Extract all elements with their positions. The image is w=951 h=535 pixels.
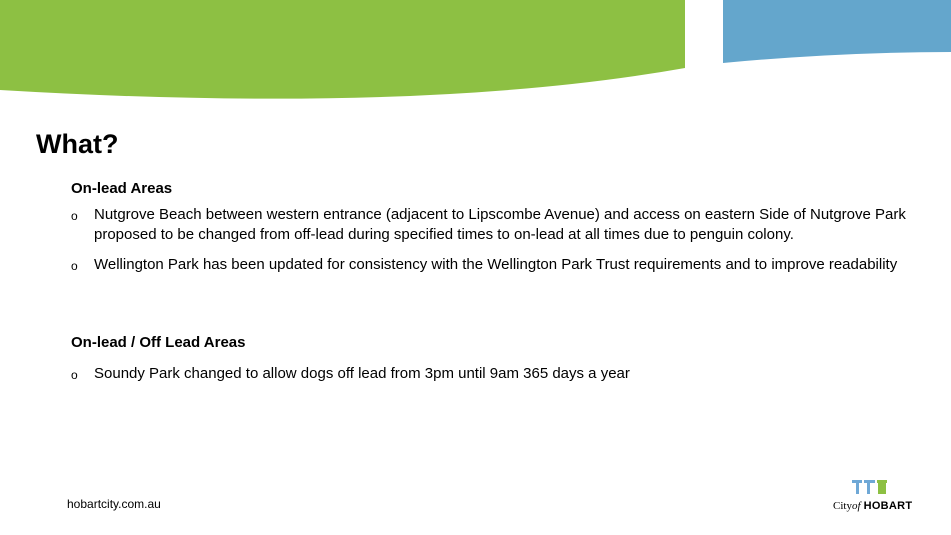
section-heading-on-lead: On-lead Areas: [71, 180, 173, 197]
section-heading-on-off-lead: On-lead / Off Lead Areas: [71, 334, 246, 351]
green-banner-shape: [0, 0, 685, 99]
hobart-logo-icon: [852, 480, 888, 496]
footer-url: hobartcity.com.au: [67, 497, 161, 511]
bullet-icon: o: [71, 209, 78, 223]
list-item: [71, 205, 931, 245]
list-item-text: Wellington Park has been updated for consistency with the Wellington Park Trust requirements and to improve readability: [94, 256, 898, 273]
list-item: [71, 255, 931, 275]
on-off-lead-list: [71, 364, 931, 394]
on-lead-list: [71, 205, 931, 285]
slide-title: What?: [36, 129, 119, 159]
blue-banner-shape: [723, 0, 951, 63]
logo-hobart-text: HOBART: [863, 500, 913, 512]
bullet-icon: o: [71, 368, 78, 382]
bullet-icon: o: [71, 259, 78, 273]
header-banner: [0, 0, 951, 110]
list-item: [71, 364, 931, 384]
list-item-text: Soundy Park changed to allow dogs off lead from 3pm until 9am 365 days a year: [94, 365, 630, 382]
city-of-hobart-logo: [828, 480, 918, 516]
logo-wordmark: [833, 499, 912, 513]
logo-of-text: of: [851, 500, 861, 512]
list-item-text: Nutgrove Beach between western entrance (adjacent to Lipscombe Avenue) and access on eastern Side of Nutgrove Park proposed to be changed from off-lead during specified times to on-lead at all times due to penguin colony.: [94, 206, 906, 243]
logo-city-text: City: [833, 500, 852, 512]
